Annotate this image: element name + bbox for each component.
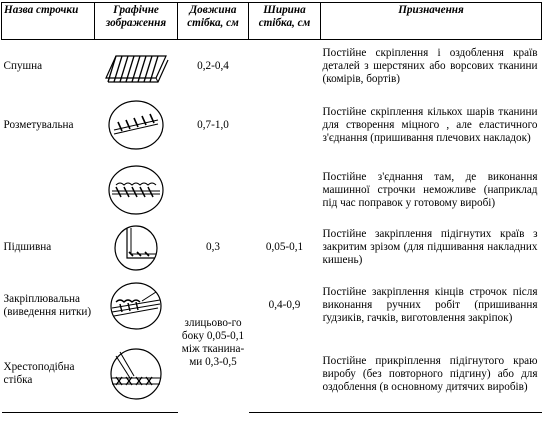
row-name: Закріплювальна (виведення нитки) xyxy=(3,292,92,318)
table-row xyxy=(2,339,542,413)
row-purpose: Постійне з'єднання там, де виконання машинної строчки неможливе (наприклад під час поправок у готовому виробі) xyxy=(322,170,538,209)
row-name: Хрестоподібна стібка xyxy=(2,339,95,413)
header-name: Назва строчки xyxy=(2,3,95,40)
row-length: 0,3 xyxy=(206,241,220,253)
header-image: Графічне зображення xyxy=(95,3,178,40)
row-width xyxy=(249,40,321,93)
hemming-stitch-icon xyxy=(111,224,161,272)
header-length: Довжина стібка, см xyxy=(178,3,249,40)
table-row xyxy=(2,40,542,93)
row-image xyxy=(95,93,178,158)
row-length: 0,7-1,0 xyxy=(197,118,229,131)
row-width: 0,4-0,9 xyxy=(268,299,301,311)
row-width xyxy=(249,339,321,413)
cross-stitch-icon xyxy=(106,346,166,402)
securing-stitch-icon xyxy=(106,280,166,332)
stitch-table xyxy=(1,2,542,413)
row-length: злицьово-го боку 0,05-0,1 між тканина-ми 0,3-0,5 xyxy=(181,316,245,368)
row-image xyxy=(95,40,178,93)
table-row xyxy=(2,93,542,158)
row-name: Спушна xyxy=(3,59,43,72)
row-purpose: Постійне прикріплення підігнутого краю виробу (без повторного підгину) або для оздоблення (в основному дитячих виробів) xyxy=(321,339,542,413)
row-name: Розметувальна xyxy=(3,118,74,131)
edge-overcast-stitch-icon xyxy=(100,44,172,88)
table-row xyxy=(2,273,542,339)
table-header-row xyxy=(2,3,542,40)
row-width: 0,05-0,1 xyxy=(265,241,304,253)
row-length xyxy=(178,158,249,223)
row-width xyxy=(249,158,321,223)
row-name: Підшивна xyxy=(3,241,52,253)
table-row xyxy=(2,223,542,273)
basting-stitch-icon xyxy=(104,98,168,152)
row-image xyxy=(95,339,178,413)
row-name xyxy=(2,158,95,223)
row-image xyxy=(95,223,178,273)
row-width xyxy=(249,93,321,158)
row-image xyxy=(95,158,178,223)
joining-stitch-icon xyxy=(104,163,168,217)
row-image xyxy=(95,273,178,339)
header-purpose: Призначення xyxy=(321,3,542,40)
row-purpose: Постійне закріплення підігнутих країв з закритим зрізом (для підшивання накладних кишень) xyxy=(322,228,538,266)
row-length: 0,2-0,4 xyxy=(197,59,229,72)
header-width: Ширина стібка, см xyxy=(249,3,321,40)
table-row xyxy=(2,158,542,223)
row-purpose: Постійне скріплення кількох шарів тканини для створення міцного , але еластичного з'єднання (пришивання плечових накладок) xyxy=(322,105,538,144)
row-purpose: Постійне скріплення і оздоблення країв деталей з шерстяних або ворсових тканини (комірів, бортів) xyxy=(322,46,538,85)
row-purpose: Постійне закріплення кінців строчок після виконання ручних робіт (пришивання ґудзиків, гачків, виготовлення закріпок) xyxy=(322,286,538,324)
